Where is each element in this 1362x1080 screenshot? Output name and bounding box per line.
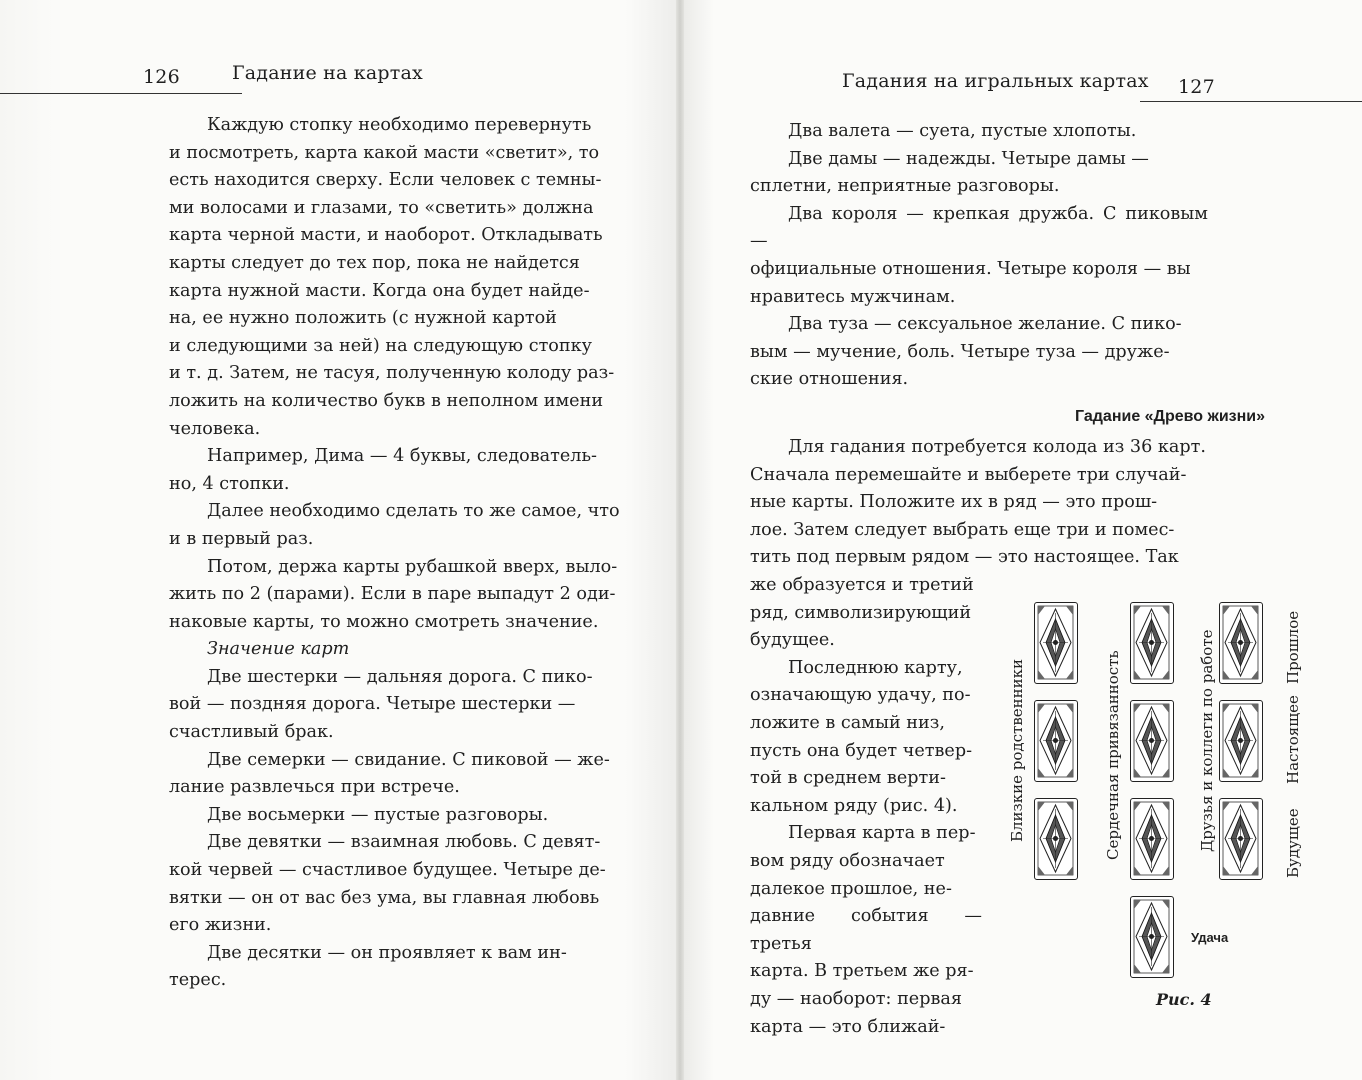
paragraph-line: Две восьмерки — пустые разговоры. — [207, 804, 549, 825]
paragraph-line: Каждую стопку необходимо перевернуть — [207, 115, 592, 135]
paragraph-line: Два туза — сексуальное желание. С пико- — [788, 314, 1182, 335]
paragraph-line: Для гадания потребуется колода из 36 карт. — [788, 437, 1206, 457]
paragraph-line: давние события —третья — [750, 906, 982, 954]
row-label-present: Настоящее — [1284, 695, 1302, 784]
column-label-friends: Друзья и коллеги по работе — [1198, 629, 1216, 852]
row-label-future: Будущее — [1284, 808, 1302, 878]
card-icon — [1034, 798, 1078, 880]
paragraph-line: Сначала перемешайте и выберете три случай- — [750, 464, 1187, 485]
card-icon — [1034, 700, 1078, 782]
card-icon — [1130, 896, 1174, 978]
card-icon — [1130, 700, 1174, 782]
figure-caption: Рис. 4 — [1156, 990, 1212, 1009]
paragraph-line: нравитесь мужчинам. — [750, 286, 956, 307]
card-ornament-icon — [1133, 801, 1170, 876]
paragraph-line: официальные отношения. Четыре короля — вы — [750, 258, 1191, 279]
paragraph-line: ду — наоборот: первая — [750, 988, 962, 1009]
subheading-card-meaning: Значение карт — [207, 639, 350, 660]
right-body-top — [750, 118, 1208, 394]
card-icon — [1130, 602, 1174, 684]
paragraph-line: Потом, держа карты рубашкой вверх, выло- — [207, 556, 618, 577]
paragraph-line: карта — это ближай- — [750, 1016, 946, 1037]
paragraph-line: Последнюю карту, — [788, 657, 963, 678]
paragraph-line: ряд, символизирующий — [750, 602, 972, 623]
paragraph-line: и посмотреть, карта какой масти «светит», то — [169, 142, 600, 163]
paragraph-line: и следующими за ней) на следующую стопку — [169, 335, 592, 356]
card-ornament-icon — [1133, 899, 1170, 974]
card-icon — [1130, 798, 1174, 880]
column-label-heart: Сердечная привязанность — [1104, 650, 1122, 860]
paragraph-line: означающую удачу, по- — [750, 685, 971, 706]
paragraph-line: ложите в самый низ, — [750, 712, 945, 733]
paragraph-line: ми волосами и глазами, то «светить» должна — [169, 197, 594, 218]
paragraph-line: счастливый брак. — [169, 722, 334, 743]
right-header-rule — [1140, 101, 1362, 102]
paragraph-line: лое. Затем следует выбрать еще три и помес- — [750, 519, 1175, 540]
left-running-header: Гадание на картах — [232, 62, 423, 84]
paragraph-line: вым — мучение, боль. Четыре туза — друже- — [750, 341, 1170, 362]
paragraph-line: Две семерки — свидание. С пиковой — же- — [207, 749, 610, 770]
card-ornament-icon — [1037, 605, 1074, 680]
paragraph-line: ские отношения. — [750, 369, 909, 390]
paragraph-line: ные карты. Положите их в ряд — это прош- — [750, 492, 1158, 513]
paragraph-line: кой червей — счастливое будущее. Четыре де- — [169, 860, 606, 881]
paragraph-line: Два валета — суета, пустые хлопоты. — [788, 121, 1137, 141]
paragraph-line: далекое прошлое, не- — [750, 878, 952, 899]
paragraph-line: Далее необходимо сделать то же самое, что — [207, 501, 620, 522]
left-page-number: 126 — [143, 66, 180, 88]
row-label-past: Прошлое — [1284, 610, 1302, 684]
paragraph-line: человека. — [169, 418, 261, 439]
right-page-number: 127 — [1178, 76, 1215, 98]
paragraph-line: карта черной масти, и наоборот. Откладывать — [169, 225, 603, 246]
paragraph-line: вятки — он от вас без ума, вы главная любовь — [169, 887, 600, 908]
paragraph-line: вом ряду обозначает — [750, 850, 945, 871]
card-icon — [1219, 798, 1263, 880]
paragraph-line: лание развлечься при встрече. — [169, 777, 460, 798]
luck-label: Удача — [1191, 930, 1229, 945]
paragraph-line: на, ее нужно положить (с нужной картой — [169, 308, 557, 329]
card-ornament-icon — [1133, 703, 1170, 778]
paragraph-line: карта нужной масти. Когда она будет найде- — [169, 280, 590, 301]
column-label-relatives: Близкие родственники — [1008, 658, 1026, 842]
right-running-header: Гадания на игральных картах — [842, 70, 1149, 92]
paragraph-line: той в среднем верти- — [750, 768, 946, 789]
paragraph-line: Две девятки — взаимная любовь. С девят- — [207, 832, 601, 853]
left-body-text — [169, 112, 635, 995]
paragraph-line: есть находится сверху. Если человек с темны- — [169, 170, 602, 191]
paragraph-line: и т. д. Затем, не тасуя, полученную колоду раз- — [169, 363, 615, 384]
paragraph-line: терес. — [169, 970, 227, 991]
card-icon — [1034, 602, 1078, 684]
paragraph-line: Две дамы — надежды. Четыре дамы — — [788, 148, 1149, 169]
card-ornament-icon — [1037, 703, 1074, 778]
book-gutter — [676, 0, 684, 1080]
paragraph-line: но, 4 стопки. — [169, 473, 290, 494]
paragraph-line: наковые карты, то можно смотреть значение. — [169, 611, 599, 632]
right-body-narrow — [750, 572, 982, 1041]
card-icon — [1219, 700, 1263, 782]
paragraph-line: сплетни, неприятные разговоры. — [750, 176, 1060, 197]
card-ornament-icon — [1037, 801, 1074, 876]
paragraph-line: Две десятки — он проявляет к вам ин- — [207, 942, 567, 963]
paragraph-line: Два короля — крепкая дружба. С пиковым — — [750, 203, 1208, 252]
paragraph-line: Две шестерки — дальняя дорога. С пико- — [207, 666, 593, 687]
section-title: Гадание «Древо жизни» — [1075, 408, 1265, 425]
paragraph-line: карта. В третьем же ря- — [750, 961, 974, 982]
paragraph-line: карты следует до тех пор, пока не найдется — [169, 252, 580, 273]
paragraph-line: кальном ряду (рис. 4). — [750, 795, 958, 816]
card-ornament-icon — [1133, 605, 1170, 680]
right-body-intro — [750, 434, 1210, 572]
card-ornament-icon — [1222, 801, 1259, 876]
paragraph-line: будущее. — [750, 630, 835, 651]
card-ornament-icon — [1222, 605, 1259, 680]
paragraph-line: же образуется и третий — [750, 575, 974, 595]
paragraph-line: жить по 2 (парами). Если в паре выпадут 2 оди- — [169, 584, 616, 605]
left-header-rule — [0, 93, 242, 94]
paragraph-line: Например, Дима — 4 буквы, следователь- — [207, 446, 598, 467]
card-icon — [1219, 602, 1263, 684]
paragraph-line: его жизни. — [169, 915, 272, 936]
paragraph-line: ложить на количество букв в неполном имени — [169, 390, 604, 411]
paragraph-line: и в первый раз. — [169, 528, 314, 549]
paragraph-line: вой — поздняя дорога. Четыре шестерки — — [169, 694, 576, 715]
card-ornament-icon — [1222, 703, 1259, 778]
paragraph-line: тить под первым рядом — это настоящее. Так — [750, 547, 1179, 568]
paragraph-line: пусть она будет четвер- — [750, 740, 973, 761]
paragraph-line: Первая карта в пер- — [788, 823, 976, 844]
